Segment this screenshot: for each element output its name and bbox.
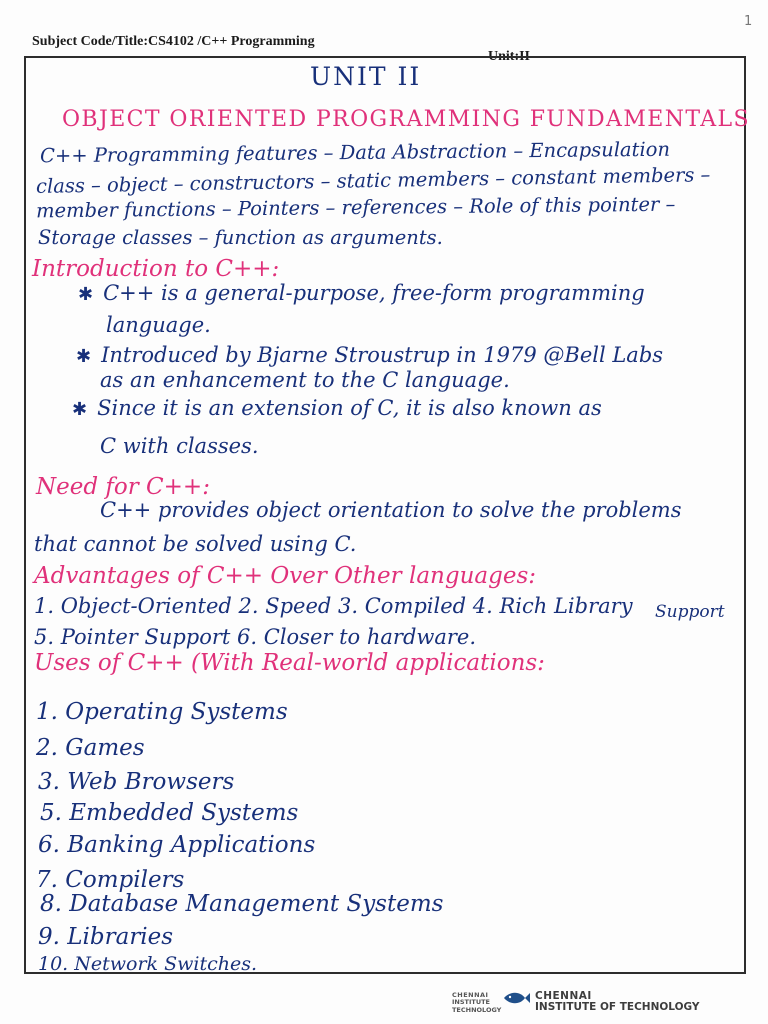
star-bullet-icon: ✱ [76,346,92,367]
syllabus-line-2: class – object – constructors – static members – constant members – [35,163,711,198]
intro-bullet-3-text: Since it is an extension of C, it is also known as [97,396,602,420]
advantages-line-1-cont: Support [655,602,725,622]
uses-item-1: 1. Operating Systems [36,699,288,725]
need-heading: Need for C++: [36,474,210,500]
star-bullet-icon: ✱ [72,399,88,420]
logo-left-line-3: TECHNOLOGY [452,1005,502,1014]
need-line-1: C++ provides object orientation to solve the problems [100,498,682,522]
advantages-heading: Advantages of C++ Over Other languages: [34,563,536,589]
intro-bullet-2-text: Introduced by Bjarne Stroustrup in 1979 @Bell Labs [101,343,664,367]
institute-logo [452,988,722,1014]
intro-bullet-1 [78,283,645,304]
uses-item-9: 10. Network Switches. [38,953,258,975]
syllabus-line-3: member functions – Pointers – references – Role of this pointer – [35,192,676,223]
advantages-line-2: 5. Pointer Support 6. Closer to hardware. [34,625,477,649]
syllabus-line-1: C++ Programming features – Data Abstraction – Encapsulation [39,137,671,168]
page-mark: 1 [744,14,753,29]
logo-small-text [452,992,501,1014]
uses-item-7: 8. Database Management Systems [40,891,444,917]
intro-bullet-3-cont: C with classes. [100,434,259,458]
logo-left-line-2: INSTITUTE [452,998,490,1007]
intro-heading: Introduction to C++: [32,256,280,282]
uses-item-3: 3. Web Browsers [38,769,235,795]
syllabus-line-4: Storage classes – function as arguments. [38,226,443,249]
intro-bullet-1-text: C++ is a general-purpose, free-form programming [103,281,645,305]
fish-logo-icon [502,990,530,1006]
uses-item-6: 7. Compilers [36,867,185,893]
uses-heading: Uses of C++ (With Real-world applications: [34,650,545,676]
uses-item-4: 5. Embedded Systems [40,800,299,826]
unit-title: UNIT II [310,62,422,91]
intro-bullet-3 [72,398,602,419]
need-line-2: that cannot be solved using C. [34,532,357,556]
advantages-line-1: 1. Object-Oriented 2. Speed 3. Compiled 4. Rich Library [34,594,633,618]
subject-header: Subject Code/Title:CS4102 /C++ Programming [32,34,315,49]
logo-name-line-1: CHENNAI [535,990,592,1002]
uses-item-8: 9. Libraries [38,924,174,950]
intro-bullet-2-cont: as an enhancement to the C language. [100,368,510,392]
star-bullet-icon: ✱ [78,284,94,305]
logo-left-line-1: CHENNAI [452,991,489,999]
unit-header: Unit:II [488,49,531,64]
intro-bullet-2 [76,345,663,366]
uses-item-5: 6. Banking Applications [38,832,316,858]
uses-item-2: 2. Games [36,735,145,761]
logo-name-line-2: INSTITUTE OF TECHNOLOGY [535,1001,700,1013]
intro-bullet-1-cont: language. [106,313,211,337]
main-heading: OBJECT ORIENTED PROGRAMMING FUNDAMENTALS [62,107,750,132]
